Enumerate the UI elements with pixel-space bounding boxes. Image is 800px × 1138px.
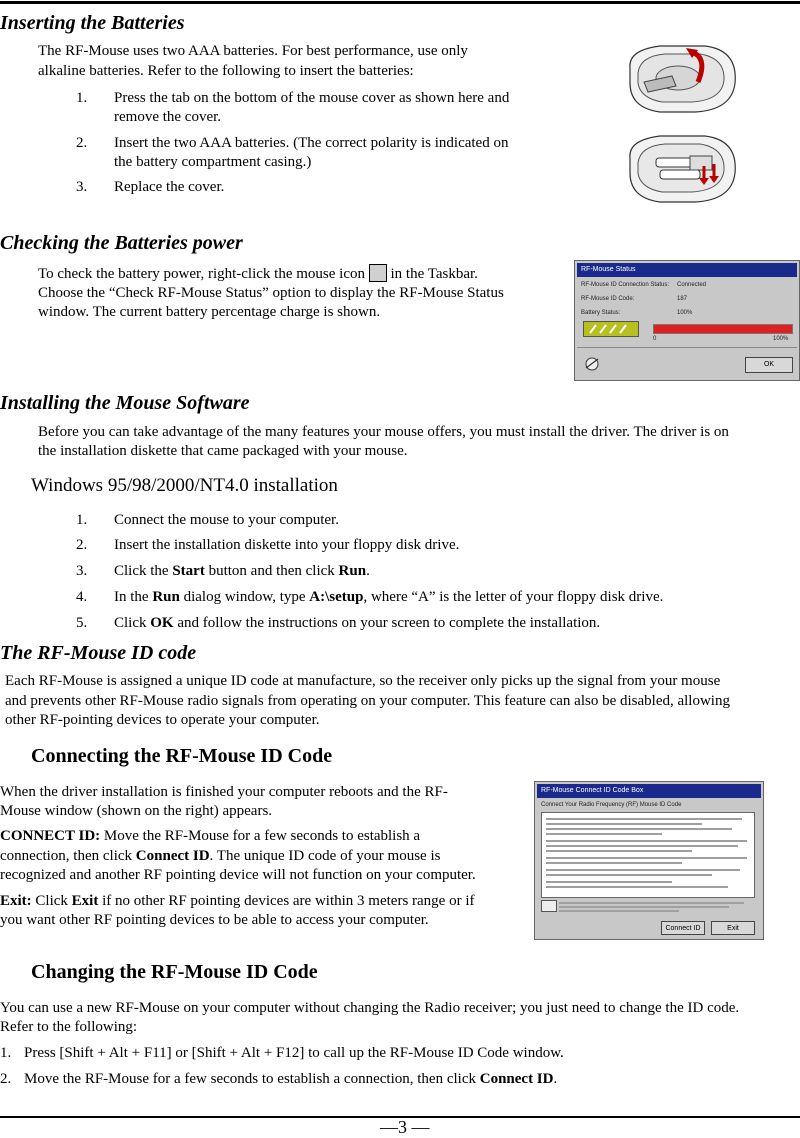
idcode-line1: Each RF-Mouse is assigned a unique ID code at manufacture, so the receiver only picks up the signal from your mouse <box>5 673 721 689</box>
heading-changing-id: Changing the RF-Mouse ID Code <box>31 961 318 983</box>
status-window-titlebar: RF-Mouse Status <box>577 263 797 277</box>
list-item <box>0 1070 790 1090</box>
bold-run: Run <box>338 563 367 579</box>
exit-label: Exit: <box>0 893 32 909</box>
bold-run: Run <box>152 589 180 605</box>
list-number: 3. <box>76 179 88 195</box>
bold-setup-command: A:\setup <box>309 589 364 605</box>
connecting-p2-line3: recognized and another RF pointing device will not function on your computer. <box>0 867 476 883</box>
mouse-icon <box>583 355 601 371</box>
list-text: Insert the installation diskette into your floppy disk drive. <box>114 537 460 553</box>
dialog-header: Connect Your Radio Frequency (RF) Mouse ID Code <box>541 802 682 808</box>
list-number: 5. <box>76 615 88 631</box>
battery-progress-bar <box>653 324 793 334</box>
connecting-p2-line2 <box>0 847 440 866</box>
connecting-p3-line2: you want other RF pointing devices to be able to access your computer. <box>0 912 429 928</box>
mouse-cover-removal-illustration <box>620 38 745 118</box>
battery-level-icon <box>583 321 639 337</box>
list-text: Press the tab on the bottom of the mouse cover as shown here and <box>114 90 510 106</box>
status-row2-label: RF-Mouse ID Code: <box>581 296 635 302</box>
list-number: 1. <box>76 512 88 528</box>
heading-connecting-id: Connecting the RF-Mouse ID Code <box>31 745 333 767</box>
bold-exit: Exit <box>71 893 99 909</box>
changing-line1: You can use a new RF-Mouse on your computer without changing the Radio receiver; you just need to change the ID code. <box>0 1000 740 1016</box>
status-divider <box>577 347 797 348</box>
text-run: , where “A” is the letter of your floppy disk drive. <box>363 589 664 605</box>
status-row3-label: Battery Status: <box>581 310 621 316</box>
list-item <box>76 536 776 556</box>
dialog-instructions-box <box>541 812 755 898</box>
windows-installation-heading: Windows 95/98/2000/NT4.0 installation <box>31 475 338 496</box>
status-row1-label: RF-Mouse ID Connection Status: <box>581 282 670 288</box>
list-text: Press [Shift + Alt + F11] or [Shift + Alt + F12] to call up the RF-Mouse ID Code window. <box>24 1045 564 1061</box>
list-item <box>76 178 576 198</box>
list-item <box>76 134 576 174</box>
connecting-p3-line1 <box>0 892 475 911</box>
text-run: button and then click <box>204 563 339 579</box>
text-run: connection, then click <box>0 848 136 864</box>
ok-button[interactable]: OK <box>745 357 793 373</box>
connecting-p1-line2: Mouse window (shown on the right) appears. <box>0 803 273 819</box>
list-number: 4. <box>76 589 88 605</box>
list-text <box>24 1070 557 1089</box>
connecting-p1-line1: When the driver installation is finished your computer reboots and the RF- <box>0 784 448 800</box>
text-run: . The unique ID code of your mouse is <box>209 848 441 864</box>
idcode-line3: other RF-pointing devices to operate your computer. <box>5 712 320 728</box>
heading-checking-batteries: Checking the Batteries power <box>0 232 243 254</box>
connect-id-button[interactable]: Connect ID <box>661 921 705 935</box>
text-run: In the <box>114 589 153 605</box>
checking-line3: window. The current battery percentage charge is shown. <box>38 304 381 320</box>
list-text <box>114 588 663 607</box>
heading-id-code: The RF-Mouse ID code <box>0 642 197 664</box>
bold-connect-id: Connect ID <box>135 848 210 864</box>
changing-line2: Refer to the following: <box>0 1019 138 1035</box>
list-item <box>76 562 776 582</box>
installing-line2: the installation diskette that came packaged with your mouse. <box>38 443 408 459</box>
list-text: the battery compartment casing.) <box>114 154 312 170</box>
list-text <box>114 614 600 633</box>
status-row1-value: Connected <box>677 282 707 288</box>
list-text <box>114 562 370 581</box>
scale-min-label: 0 <box>653 336 657 342</box>
inserting-intro-line1: The RF-Mouse uses two AAA batteries. For best performance, use only <box>38 43 468 59</box>
exit-button[interactable]: Exit <box>711 921 755 935</box>
checking-line1-text-end: in the Taskbar. <box>390 266 478 282</box>
checking-line2: Choose the “Check RF-Mouse Status” option to display the RF-Mouse Status <box>38 285 504 301</box>
list-text: Insert the two AAA batteries. (The correct polarity is indicated on <box>114 135 509 151</box>
checking-line1 <box>38 264 478 284</box>
list-item <box>76 614 776 634</box>
mouse-small-icon <box>541 900 557 912</box>
list-number: 1. <box>76 90 88 106</box>
scale-max-label: 100% <box>773 336 789 342</box>
list-number: 3. <box>76 563 88 579</box>
bold-start: Start <box>172 563 205 579</box>
list-text: Connect the mouse to your computer. <box>114 512 339 528</box>
mouse-tray-icon <box>369 264 387 282</box>
list-text: remove the cover. <box>114 109 222 125</box>
dialog-titlebar: RF-Mouse Connect ID Code Box <box>537 784 761 798</box>
text-run: Click <box>114 615 151 631</box>
rf-mouse-status-window <box>574 260 800 381</box>
list-item <box>0 1044 790 1064</box>
bold-ok: OK <box>150 615 174 631</box>
idcode-line2: and prevents other RF-Mouse radio signals from operating on your computer. This feature can also be disabled, allowing <box>5 693 730 709</box>
list-text: Replace the cover. <box>114 179 225 195</box>
text-run: . <box>366 563 370 579</box>
text-run: dialog window, type <box>179 589 310 605</box>
list-number: 2. <box>0 1071 12 1087</box>
list-number: 2. <box>76 537 88 553</box>
page-number: —3 — <box>380 1117 430 1137</box>
list-item <box>76 511 776 531</box>
text-run: Move the RF-Mouse for a few seconds to establish a <box>100 828 421 844</box>
heading-inserting-batteries: Inserting the Batteries <box>0 12 185 34</box>
text-run: Move the RF-Mouse for a few seconds to establish a connection, then click <box>24 1071 480 1087</box>
checking-line1-text: To check the battery power, right-click the mouse icon <box>38 266 365 282</box>
bold-connect-id: Connect ID <box>479 1071 554 1087</box>
battery-insertion-illustration <box>620 128 745 208</box>
text-run: Click <box>31 893 72 909</box>
list-item <box>76 588 776 608</box>
connect-id-dialog <box>534 781 764 940</box>
dialog-text-lines <box>542 813 754 897</box>
status-row2-value: 187 <box>677 296 688 302</box>
inserting-intro-line2: alkaline batteries. Refer to the following to insert the batteries: <box>38 63 414 79</box>
list-number: 1. <box>0 1045 12 1061</box>
text-run: . <box>553 1071 558 1087</box>
text-run: and follow the instructions on your screen to complete the installation. <box>173 615 601 631</box>
text-run: if no other RF pointing devices are within 3 meters range or if <box>98 893 475 909</box>
top-rule <box>0 1 800 4</box>
list-number: 2. <box>76 135 88 151</box>
text-run: Click the <box>114 563 173 579</box>
installing-line1: Before you can take advantage of the many features your mouse offers, you must install the driver. The driver is on <box>38 424 729 440</box>
connecting-p2-line1 <box>0 827 420 846</box>
connect-id-label: CONNECT ID: <box>0 828 101 844</box>
list-item <box>76 89 576 129</box>
status-row3-value: 100% <box>677 310 693 316</box>
dialog-note-lines <box>559 900 749 914</box>
heading-installing-software: Installing the Mouse Software <box>0 392 250 414</box>
